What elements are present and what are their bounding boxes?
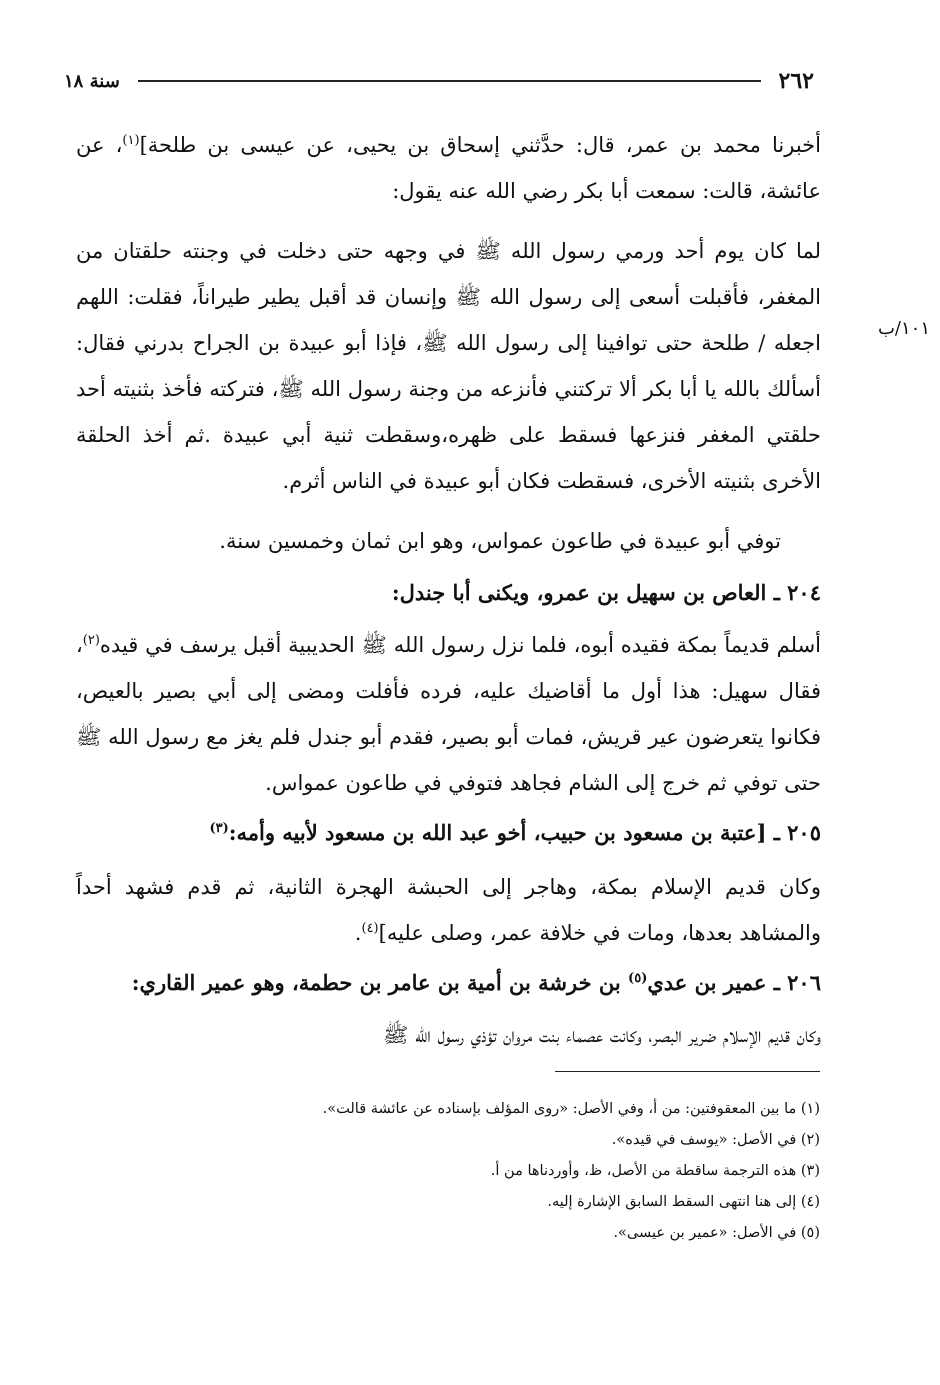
margin-folio-note: ١٠١/ب xyxy=(877,318,930,339)
page-header xyxy=(64,64,814,98)
footnote-ref-1: (١) xyxy=(122,133,140,148)
entry-heading-rest: بن خرشة بن أمية بن عامر بن حطمة، وهو عمير القاري: xyxy=(131,970,629,995)
entry-heading-text: ٢٠٤ ـ العاص بن سهيل بن عمرو، ويكنى أبا جندل: xyxy=(391,580,821,605)
running-title: سنة ١٨ xyxy=(64,70,120,92)
footnote-5: (٥) في الأصل: «عمير بن عيسى». xyxy=(613,1225,820,1241)
footnotes xyxy=(200,1094,820,1249)
footnote-1: (١) ما بين المعقوفتين: من أ، وفي الأصل: «روى المؤلف بإسناده عن عائشة قالت». xyxy=(322,1101,820,1117)
footnote-2: (٢) في الأصل: «يوسف في قيده». xyxy=(611,1132,820,1148)
isnad-text: أخبرنا محمد بن عمر، قال: حدَّثني إسحاق بن يحيى، عن عيسى بن طلحة] xyxy=(139,133,821,157)
paragraph-isnad xyxy=(76,122,821,214)
entry-text-204 xyxy=(76,622,821,806)
entry-heading-204 xyxy=(76,570,821,616)
entry-heading-text: ٢٠٥ ـ [عتبة بن مسعود بن حبيب، أخو عبد الله بن مسعود لأبيه وأمه: xyxy=(228,820,821,845)
footnote-ref-2: (٢) xyxy=(82,633,100,648)
footnote-divider xyxy=(555,1071,820,1072)
footnote-ref-4: (٤) xyxy=(361,921,379,936)
entry-text-rest: . xyxy=(354,921,362,945)
isnad-text-rest: ، عن عائشة، قالت: سمعت أبا بكر رضي الله عنه يقول: xyxy=(76,133,821,203)
footnote-ref-5: (٥) xyxy=(628,971,648,986)
entry-heading-206 xyxy=(76,960,821,1006)
entry-text: وكان قديم الإسلام بمكة، وهاجر إلى الحبشة الهجرة الثانية، ثم قدم فشهد أحداً والمشاهد بعدها، ومات في خلافة عمر، وصلى عليه] xyxy=(76,875,821,945)
entry-heading-205 xyxy=(76,810,821,856)
header-divider xyxy=(138,80,761,82)
entry-text-rest: ، فقال سهيل: هذا أول ما أقاضيك عليه، فرده فأفلت ومضى إلى أبي بصير بالعيص، فكانوا يتعرضون عير قريش، فمات أبو بصير، فقدم أبو جندل فلم يغز مع رسول الله ﷺ حتى توفي ثم خرج إلى الشام فجاهد فتوفي في طاعون عمواس. xyxy=(76,633,821,795)
entry-heading-text: ٢٠٦ ـ عمير بن عدي xyxy=(647,970,821,995)
paragraph-uhud: لما كان يوم أحد ورمي رسول الله ﷺ في وجهه حتى دخلت في وجنته حلقتان من المغفر، فأقبلت أسعى إلى رسول الله ﷺ وإنسان قد أقبل يطير طيراناً، فقلت: اللهم اجعله / طلحة حتى توافينا إلى رسول الله ﷺ، فإذا أبو عبيدة بن الجراح بدرني فقال: أسألك بالله يا أبا بكر ألا تركتني فأنزعه من وجنة رسول الله ﷺ، فتركته فأخذ بثنيته أحد حلقتي المغفر فنزعها فسقط على ظهره،وسقطت ثنية أبي عبيدة .ثم أخذ الحلقة الأخرى بثنيته الأخرى، فسقطت فكان أبو عبيدة في الناس أثرم. xyxy=(76,239,821,493)
main-text xyxy=(76,122,821,1058)
paragraph-death: توفي أبو عبيدة في طاعون عمواس، وهو ابن ثمان وخمسين سنة. xyxy=(219,529,781,553)
footnote-3: (٣) هذه الترجمة ساقطة من الأصل، ظ، وأوردناها من أ. xyxy=(490,1163,820,1179)
entry-text-206: وكان قديم الإسلام ضرير البصر، وكانت عصماء بنت مروان تؤذي رسول الله ﷺ xyxy=(383,1023,821,1047)
entry-text: أسلم قديماً بمكة فقيده أبوه، فلما نزل رسول الله ﷺ الحديبية أقبل يرسف في قيده xyxy=(99,633,821,657)
page-number: ٢٦٢ xyxy=(778,68,814,94)
entry-text-205 xyxy=(76,864,821,956)
footnote-ref-3: (٣) xyxy=(209,821,229,836)
footnote-4: (٤) إلى هنا انتهى السقط السابق الإشارة إليه. xyxy=(547,1194,820,1210)
